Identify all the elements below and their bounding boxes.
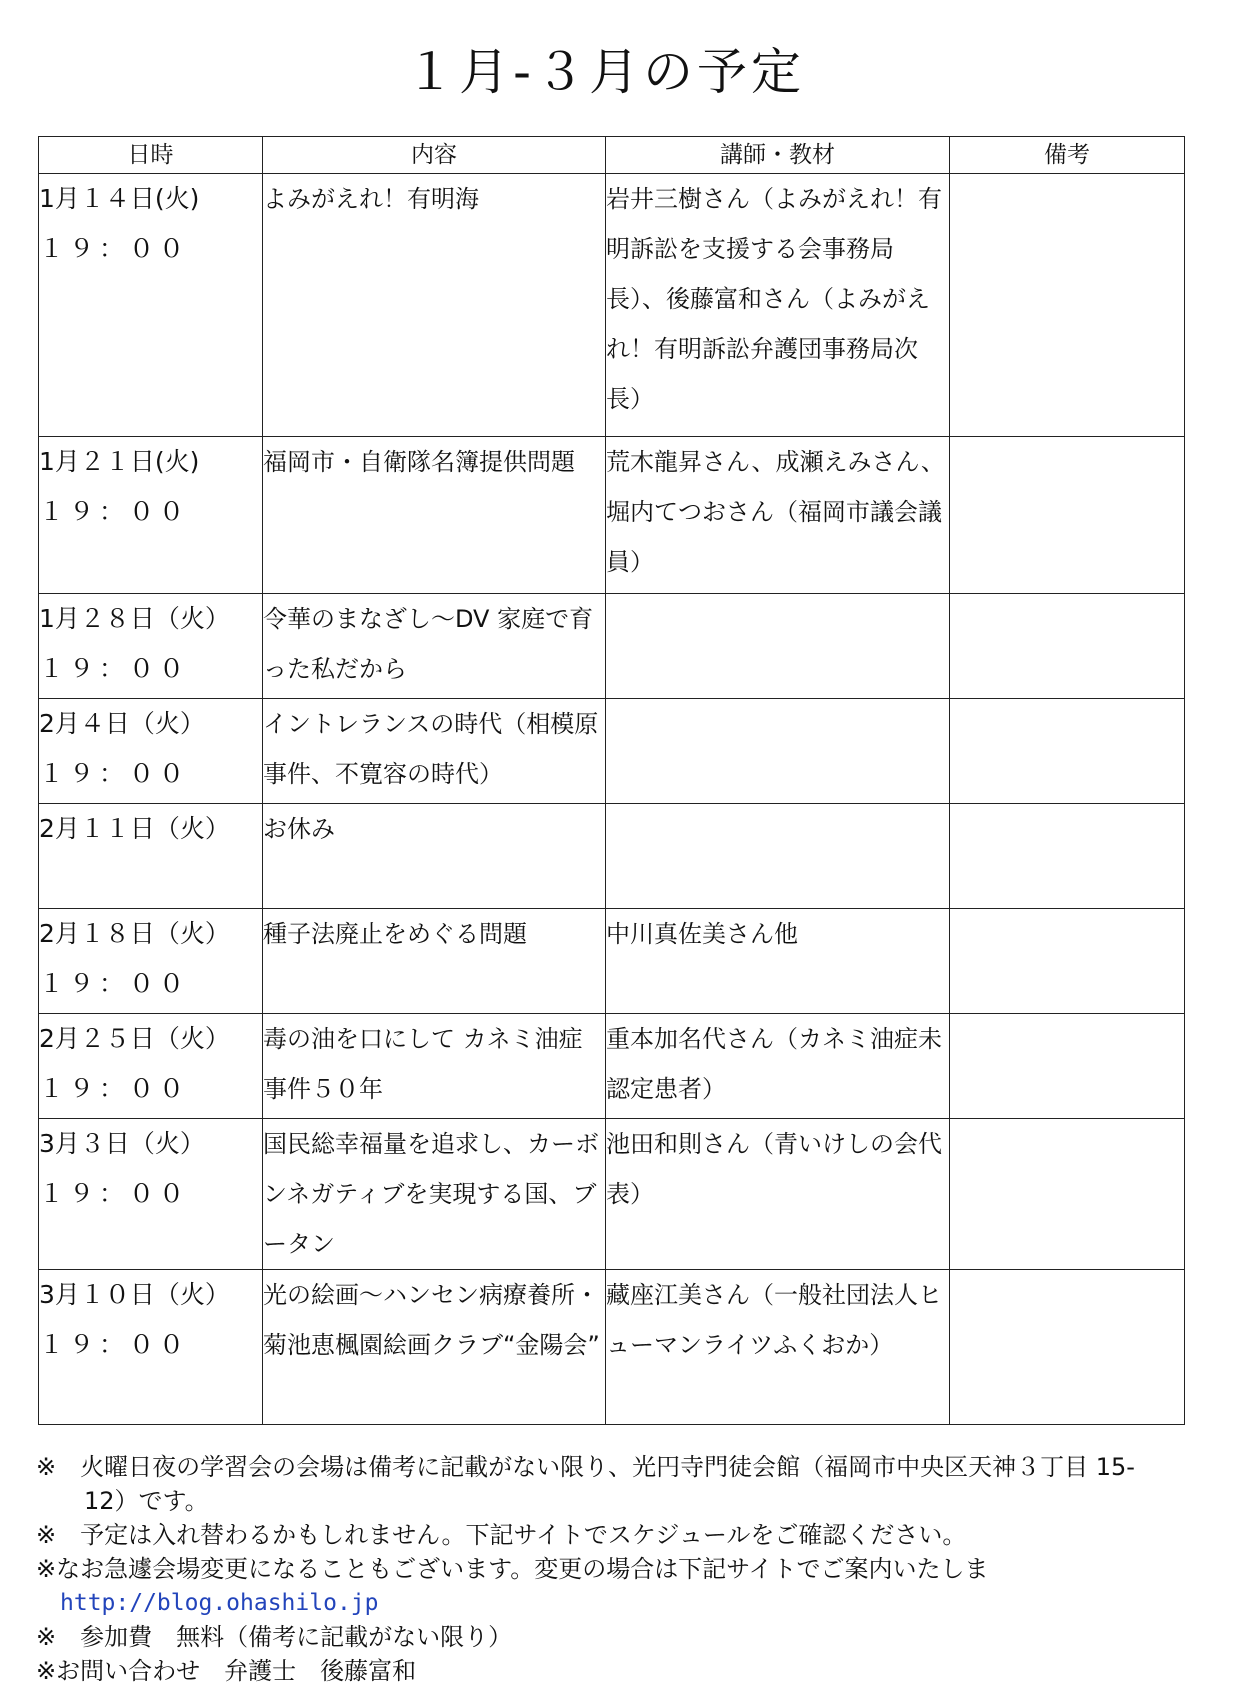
table-row bbox=[39, 1119, 1185, 1270]
session-content: 毒の油を口にして カネミ油症事件５０年 bbox=[263, 1014, 606, 1119]
table-row bbox=[39, 1014, 1185, 1119]
header-lecturer: 講師・教材 bbox=[606, 137, 950, 174]
session-time: １９：００ bbox=[39, 1179, 190, 1208]
date-cell bbox=[39, 699, 263, 804]
session-time: １９：００ bbox=[39, 654, 190, 683]
table-row bbox=[39, 1270, 1185, 1425]
session-content: 福岡市・自衛隊名簿提供問題 bbox=[263, 437, 606, 594]
session-time: １９：００ bbox=[39, 497, 190, 526]
table-row bbox=[39, 804, 1185, 909]
session-notes bbox=[950, 909, 1185, 1014]
session-date: 2月１１日（火） bbox=[39, 814, 230, 843]
session-lecturer: 重本加名代さん（カネミ油症未認定患者） bbox=[606, 1014, 950, 1119]
venue-change-note: ※なお急遽会場変更になることもございます。変更の場合は下記サイトでご案内いたしま bbox=[36, 1555, 989, 1583]
session-lecturer bbox=[606, 804, 950, 909]
session-lecturer: 荒木龍昇さん、成瀬えみさん、堀内てつおさん（福岡市議会議員） bbox=[606, 437, 950, 594]
session-time: １９：００ bbox=[39, 234, 190, 263]
session-notes bbox=[950, 594, 1185, 699]
session-content: 国民総幸福量を追求し、カーボンネガティブを実現する国、ブータン bbox=[263, 1119, 606, 1270]
page-title: １月-３月の予定 bbox=[404, 42, 806, 101]
date-cell bbox=[39, 804, 263, 909]
date-cell bbox=[39, 1270, 263, 1425]
session-notes bbox=[950, 1270, 1185, 1425]
session-date: 1月２１日(火) bbox=[39, 447, 200, 476]
session-lecturer: 中川真佐美さん他 bbox=[606, 909, 950, 1014]
header-content: 内容 bbox=[263, 137, 606, 174]
header-date: 日時 bbox=[39, 137, 263, 174]
schedule-table bbox=[38, 136, 1185, 1425]
venue-note-continued: 12）です。 bbox=[84, 1487, 209, 1515]
table-header-row bbox=[39, 137, 1185, 174]
session-notes bbox=[950, 174, 1185, 437]
session-content: イントレランスの時代（相模原事件、不寛容の時代） bbox=[263, 699, 606, 804]
session-time: １９：００ bbox=[39, 759, 190, 788]
session-lecturer bbox=[606, 699, 950, 804]
contact-note: ※お問い合わせ 弁護士 後藤富和 bbox=[36, 1657, 417, 1685]
date-cell bbox=[39, 909, 263, 1014]
session-notes bbox=[950, 699, 1185, 804]
session-date: 3月３日（火） bbox=[39, 1129, 205, 1158]
footnotes bbox=[36, 1450, 1236, 1688]
table-row bbox=[39, 699, 1185, 804]
session-time: １９：００ bbox=[39, 1074, 190, 1103]
session-lecturer: 岩井三樹さん（よみがえれ！有明訴訟を支援する会事務局長）、後藤富和さん（よみがえれ！有明訴訟弁護団事務局次長） bbox=[606, 174, 950, 437]
session-notes bbox=[950, 1119, 1185, 1270]
session-time: １９：００ bbox=[39, 1330, 190, 1359]
session-date: 2月２５日（火） bbox=[39, 1024, 230, 1053]
session-notes bbox=[950, 804, 1185, 909]
session-date: 3月１０日（火） bbox=[39, 1280, 230, 1309]
session-notes bbox=[950, 437, 1185, 594]
blog-link[interactable]: http://blog.ohashilo.jp bbox=[60, 1590, 379, 1616]
table-row bbox=[39, 909, 1185, 1014]
table-row bbox=[39, 174, 1185, 437]
session-content: 光の絵画～ハンセン病療養所・菊池恵楓園絵画クラブ“金陽会” bbox=[263, 1270, 606, 1425]
session-lecturer: 池田和則さん（青いけしの会代表） bbox=[606, 1119, 950, 1270]
session-date: 2月１８日（火） bbox=[39, 919, 230, 948]
session-date: 1月１４日(火) bbox=[39, 184, 200, 213]
session-content: 種子法廃止をめぐる問題 bbox=[263, 909, 606, 1014]
schedule-change-note: ※ 予定は入れ替わるかもしれません。下記サイトでスケジュールをご確認ください。 bbox=[36, 1521, 967, 1549]
session-date: 1月２８日（火） bbox=[39, 604, 230, 633]
session-notes bbox=[950, 1014, 1185, 1119]
session-date: 2月４日（火） bbox=[39, 709, 205, 738]
date-cell bbox=[39, 174, 263, 437]
date-cell bbox=[39, 437, 263, 594]
venue-note: ※ 火曜日夜の学習会の会場は備考に記載がない限り、光円寺門徒会館（福岡市中央区天神３丁目 15- bbox=[36, 1453, 1135, 1481]
session-lecturer bbox=[606, 594, 950, 699]
date-cell bbox=[39, 1014, 263, 1119]
table-row bbox=[39, 594, 1185, 699]
fee-note: ※ 参加費 無料（備考に記載がない限り） bbox=[36, 1623, 513, 1651]
session-content: お休み bbox=[263, 804, 606, 909]
date-cell bbox=[39, 1119, 263, 1270]
session-lecturer: 藏座江美さん（一般社団法人ヒューマンライツふくおか） bbox=[606, 1270, 950, 1425]
table-row bbox=[39, 437, 1185, 594]
session-content: 令華のまなざし～DV 家庭で育った私だから bbox=[263, 594, 606, 699]
header-notes: 備考 bbox=[950, 137, 1185, 174]
date-cell bbox=[39, 594, 263, 699]
session-content: よみがえれ！有明海 bbox=[263, 174, 606, 437]
session-time: １９：００ bbox=[39, 969, 190, 998]
